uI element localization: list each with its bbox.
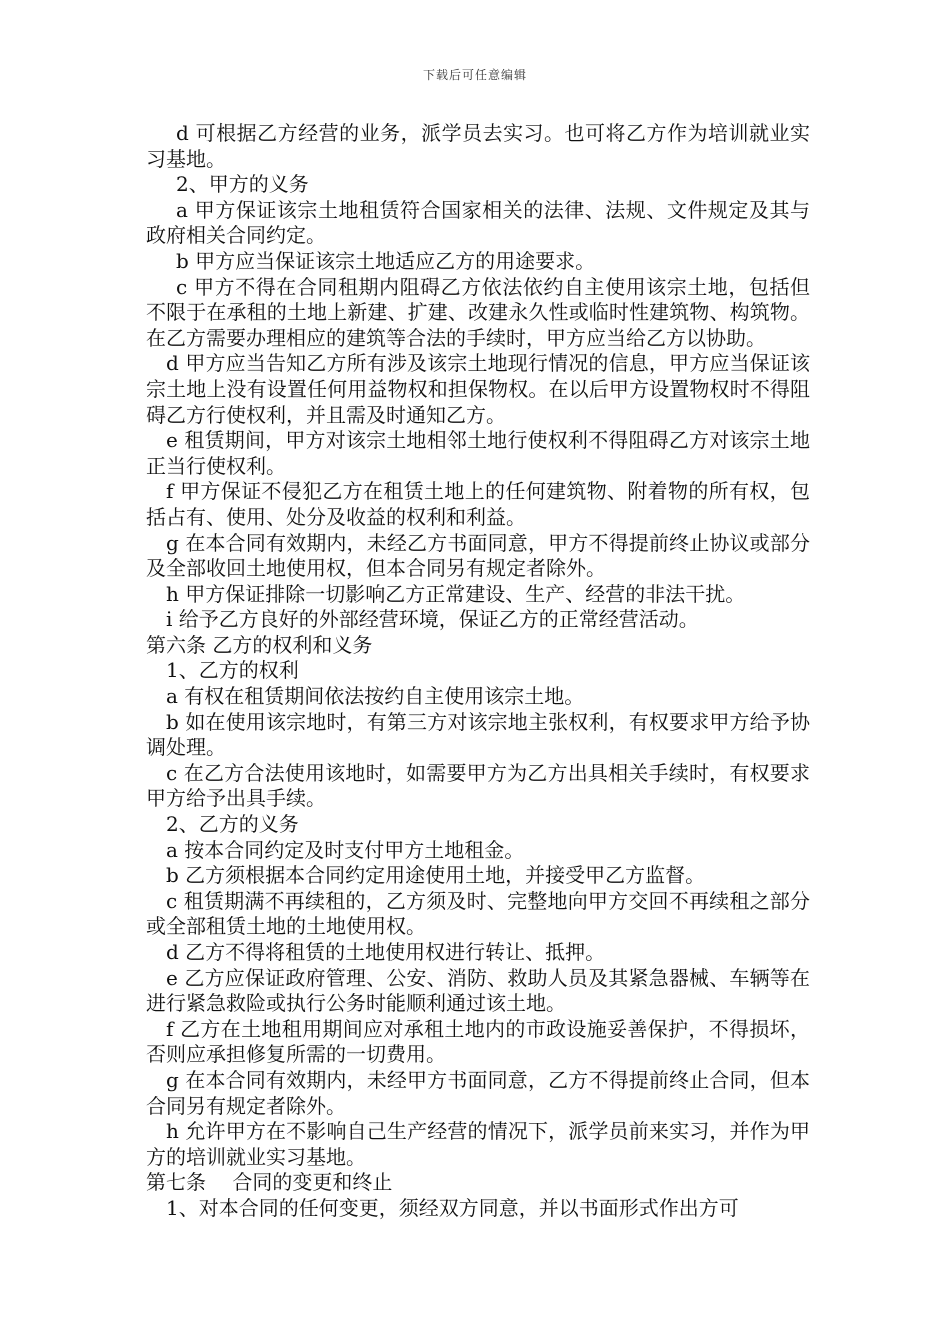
- paragraph: e 乙方应保证政府管理、公安、消防、救助人员及其紧急器械、车辆等在进行紧急救险或执行公务时能顺利通过该土地。: [146, 965, 810, 1016]
- paragraph: e 租赁期间，甲方对该宗土地相邻土地行使权利不得阻碍乙方对该宗土地正当行使权利。: [146, 428, 810, 478]
- paragraph: 第七条 合同的变更和终止: [146, 1170, 393, 1195]
- paragraph: 2、甲方的义务: [176, 172, 309, 197]
- paragraph: f 甲方保证不侵犯乙方在租赁土地上的任何建筑物、附着物的所有权，包括占有、使用、处分及收益的权利和利益。: [146, 479, 810, 529]
- paragraph: g 在本合同有效期内，未经甲方书面同意，乙方不得提前终止合同，但本合同另有规定者除外。: [146, 1067, 810, 1118]
- paragraph: a 甲方保证该宗土地租赁符合国家相关的法律、法规、文件规定及其与政府相关合同约定。: [146, 197, 810, 248]
- paragraph: i 给予乙方良好的外部经营环境，保证乙方的正常经营活动。: [166, 607, 699, 632]
- document-body: [146, 121, 810, 1222]
- paragraph: f 乙方在土地租用期间应对承租土地内的市政设施妥善保护，不得损坏，否则应承担修复所需的一切费用。: [146, 1016, 810, 1067]
- paragraph: a 按本合同约定及时支付甲方土地租金。: [166, 837, 525, 862]
- paragraph: b 甲方应当保证该宗土地适应乙方的用途要求。: [176, 248, 596, 273]
- paragraph: c 在乙方合法使用该地时，如需要甲方为乙方出具相关手续时，有权要求甲方给予出具手续。: [146, 760, 810, 811]
- paragraph: 2、乙方的义务: [166, 812, 299, 837]
- paragraph: c 甲方不得在合同租期内阻碍乙方依法依约自主使用该宗土地，包括但不限于在承租的土地上新建、扩建、改建永久性或临时性建筑物、构筑物。在乙方需要办理相应的建筑等合法的手续时，甲方应当给乙方以协助。: [146, 274, 810, 350]
- paragraph: 1、乙方的权利: [166, 658, 299, 683]
- paragraph: h 允许甲方在不影响自己生产经营的情况下，派学员前来实习，并作为甲方的培训就业实习基地。: [146, 1119, 810, 1169]
- paragraph: 1、对本合同的任何变更，须经双方同意，并以书面形式作出方可: [166, 1195, 739, 1220]
- paragraph: d 甲方应当告知乙方所有涉及该宗土地现行情况的信息，甲方应当保证该宗土地上没有设置任何用益物权和担保物权。在以后甲方设置物权时不得阻碍乙方行使权利，并且需及时通知乙方。: [146, 351, 810, 427]
- paragraph: c 租赁期满不再续租的，乙方须及时、完整地向甲方交回不再续租之部分或全部租赁土地的土地使用权。: [146, 888, 810, 939]
- paragraph: d 乙方不得将租赁的土地使用权进行转让、抵押。: [166, 940, 606, 964]
- paragraph: b 如在使用该宗地时，有第三方对该宗地主张权利，有权要求甲方给予协调处理。: [146, 709, 810, 760]
- paragraph: h 甲方保证排除一切影响乙方正常建设、生产、经营的非法干扰。: [166, 581, 746, 606]
- page-header: 下载后可任意编辑: [422, 68, 527, 82]
- paragraph: a 有权在租赁期间依法按约自主使用该宗土地。: [166, 684, 585, 709]
- paragraph: 第六条 乙方的权利和义务: [146, 632, 373, 657]
- paragraph: b 乙方须根据本合同约定用途使用土地，并接受甲乙方监督。: [166, 863, 706, 888]
- paragraph: g 在本合同有效期内，未经乙方书面同意，甲方不得提前终止协议或部分及全部收回土地使用权，但本合同另有规定者除外。: [146, 530, 810, 581]
- paragraph: d 可根据乙方经营的业务，派学员去实习。也可将乙方作为培训就业实习基地。: [146, 121, 810, 171]
